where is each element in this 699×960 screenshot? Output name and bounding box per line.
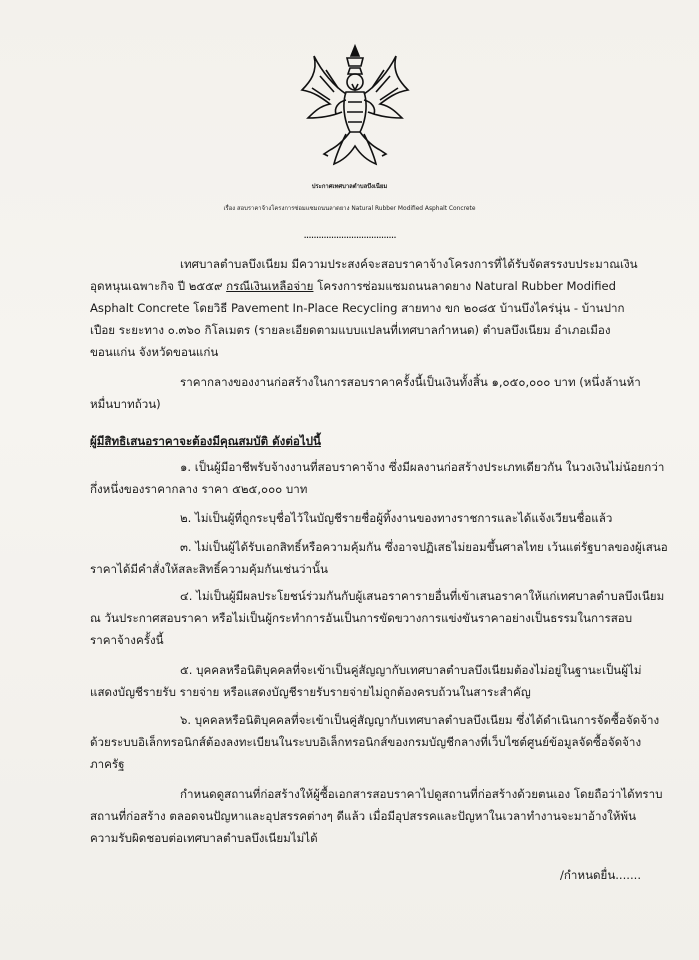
intro-line-5: ขอนแก่น จังหวัดขอนแก่น bbox=[90, 345, 219, 359]
intro-budget-text: อุดหนุนเฉพาะกิจ ปี ๒๕๕๙ bbox=[90, 279, 223, 293]
qualification-6-line-3: ภาครัฐ bbox=[90, 757, 125, 771]
garuda-emblem-icon bbox=[300, 42, 410, 172]
price-line-2: หมื่นบาทถ้วน) bbox=[90, 397, 161, 411]
intro-surplus-text: กรณีเงินเหลือจ่าย bbox=[226, 279, 314, 293]
qualification-3-line-2: ราคาได้มีคำสั่งให้สละสิทธิ์ความคุ้มกันเช่นว่านั้น bbox=[90, 562, 328, 576]
site-visit-line-2: สถานที่ก่อสร้าง ตลอดจนปัญหาและอุปสรรคต่างๆ ดีแล้ว เมื่อมีอุปสรรคและปัญหาในเวลาทำงานจะมาอ้างให้พ้น bbox=[90, 809, 636, 823]
separator-line: ..................................... bbox=[303, 228, 396, 241]
continued-marker: /กำหนดยื่น....... bbox=[560, 868, 642, 882]
qualification-5-line-1: ๕. บุคคลหรือนิติบุคคลที่จะเข้าเป็นคู่สัญญากับเทศบาลตำบลบึงเนียมต้องไม่อยู่ในฐานะเป็นผู้ไม่ bbox=[180, 663, 642, 677]
qualification-4-line-1: ๔. ไม่เป็นผู้มีผลประโยชน์ร่วมกันกับผู้เสนอราคารายอื่นที่เข้าเสนอราคาให้แก่เทศบาลตำบลบึงเนียม bbox=[180, 589, 665, 603]
qualification-3-line-1: ๓. ไม่เป็นผู้ได้รับเอกสิทธิ์หรือความคุ้มกัน ซึ่งอาจปฏิเสธไม่ยอมขึ้นศาลไทย เว้นแต่รัฐบาลของผู้เสนอ bbox=[180, 540, 668, 554]
announcement-title: ประกาศเทศบาลตำบลบึงเนียม bbox=[311, 184, 388, 190]
price-line-1: ราคากลางของงานก่อสร้างในการสอบราคาครั้งนี้เป็นเงินทั้งสิ้น ๑,๐๕๐,๐๐๐ บาท (หนึ่งล้านห้า bbox=[180, 375, 641, 389]
site-visit-line-3: ความรับผิดชอบต่อเทศบาลตำบลบึงเนียมไม่ได้ bbox=[90, 831, 318, 845]
intro-line-1: เทศบาลตำบลบึงเนียม มีความประสงค์จะสอบราคาจ้างโครงการที่ได้รับจัดสรรงบประมาณเงิน bbox=[180, 257, 638, 271]
intro-project-text: โครงการซ่อมแซมถนนลาดยาง Natural Rubber Modified bbox=[317, 279, 617, 293]
intro-line-3: Asphalt Concrete โดยวิธี Pavement In-Place Recycling สายทาง ขก ๒๐๘๕ บ้านบึงไคร่นุ่น - บ้านปาก bbox=[90, 301, 625, 315]
qualification-4-line-3: ราคาจ้างครั้งนี้ bbox=[90, 633, 164, 647]
intro-line-4: เปือย ระยะทาง ๐.๓๖๐ กิโลเมตร (รายละเอียดตามแบบแปลนที่เทศบาลกำหนด) ตำบลบึงเนียม อำเภอเมือง bbox=[90, 323, 611, 337]
intro-line-2 bbox=[90, 275, 616, 297]
qualification-6-line-2: ด้วยระบบอิเล็กทรอนิกส์ต้องลงทะเบียนในระบบอิเล็กทรอนิกส์ของกรมบัญชีกลางที่เว็บไซต์ศูนย์ข้อมูลจัดซื้อจัดจ้าง bbox=[90, 735, 642, 749]
qualification-5-line-2: แสดงบัญชีรายรับ รายจ่าย หรือแสดงบัญชีรายรับรายจ่ายไม่ถูกต้องครบถ้วนในสาระสำคัญ bbox=[90, 685, 531, 699]
announcement-subject: เรื่อง สอบราคาจ้างโครงการซ่อมแซมถนนลาดยาง Natural Rubber Modified Asphalt Concrete bbox=[223, 206, 476, 212]
qualifications-heading: ผู้มีสิทธิเสนอราคาจะต้องมีคุณสมบัติ ดังต่อไปนี้ bbox=[90, 434, 321, 448]
qualification-1-line-2: กึ่งหนึ่งของราคากลาง ราคา ๕๒๕,๐๐๐ บาท bbox=[90, 482, 308, 496]
qualification-6-line-1: ๖. บุคคลหรือนิติบุคคลที่จะเข้าเป็นคู่สัญญากับเทศบาลตำบลบึงเนียม ซึ่งได้ดำเนินการจัดซื้อจัดจ้าง bbox=[180, 713, 660, 727]
qualification-4-line-2: ณ วันประกาศสอบราคา หรือไม่เป็นผู้กระทำการอันเป็นการขัดขวางการแข่งขันราคาอย่างเป็นธรรมในการสอบ bbox=[90, 611, 633, 625]
site-visit-line-1: กำหนดดูสถานที่ก่อสร้างให้ผู้ซื้อเอกสารสอบราคาไปดูสถานที่ก่อสร้างด้วยตนเอง โดยถือว่าได้ทราบ bbox=[180, 787, 663, 801]
qualification-2: ๒. ไม่เป็นผู้ที่ถูกระบุชื่อไว้ในบัญชีรายชื่อผู้ทิ้งงานของทางราชการและได้แจ้งเวียนชื่อแล้ว bbox=[180, 511, 613, 525]
qualification-1-line-1: ๑. เป็นผู้มีอาชีพรับจ้างงานที่สอบราคาจ้าง ซึ่งมีผลงานก่อสร้างประเภทเดียวกัน ในวงเงินไม่น้อยกว่า bbox=[180, 460, 665, 474]
